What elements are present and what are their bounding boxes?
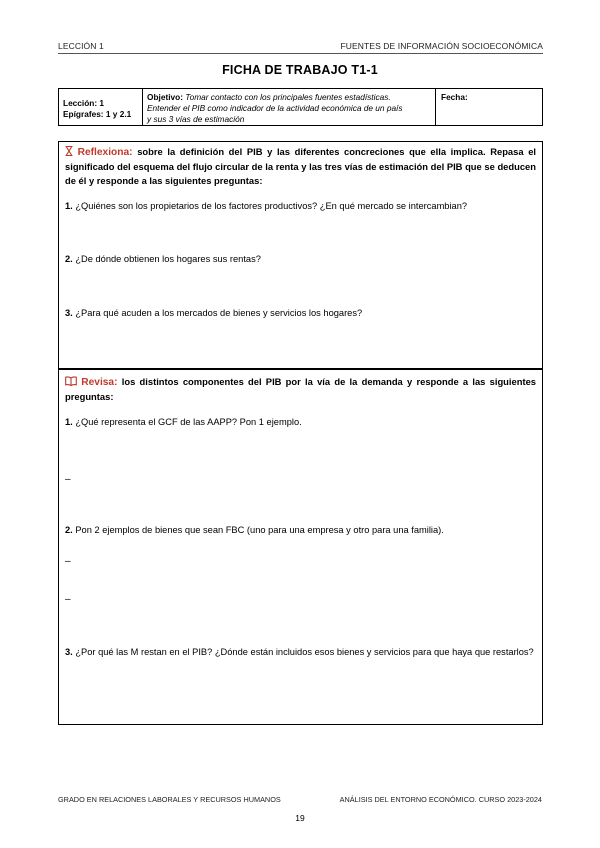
page-number: 19 bbox=[295, 813, 305, 823]
reflexiona-intro bbox=[65, 145, 536, 188]
revisa-instructions: los distintos componentes del PIB por la vía de la demanda y responde a las siguientes preguntas: bbox=[65, 376, 537, 402]
header-lesson: LECCIÓN 1 bbox=[58, 41, 104, 51]
reflexiona-question-2: 2. ¿De dónde obtienen los hogares sus rentas? bbox=[65, 254, 261, 264]
reflexiona-question-1: 1. ¿Quiénes son los propietarios de los factores productivos? ¿En qué mercado se intercambian? bbox=[65, 201, 468, 211]
revisa-question-2: 2. Pon 2 ejemplos de bienes que sean FBC (uno para una empresa y otro para una familia). bbox=[65, 525, 444, 535]
page-title: FICHA DE TRABAJO T1-1 bbox=[222, 63, 378, 77]
lesson-number: Lección: 1 bbox=[63, 98, 105, 108]
reflexiona-box bbox=[58, 141, 543, 369]
hourglass-icon bbox=[65, 146, 73, 156]
revisa-keyword: Revisa: bbox=[81, 377, 118, 388]
objective-line-2: Entender el PIB como indicador de la actividad económica de un país bbox=[147, 103, 403, 113]
info-table bbox=[58, 88, 543, 126]
answer-dash: – bbox=[65, 474, 71, 485]
footer-course: ANÁLISIS DEL ENTORNO ECONÓMICO. CURSO 2023-2024 bbox=[339, 795, 542, 804]
date-cell bbox=[436, 89, 542, 125]
book-icon bbox=[65, 376, 77, 386]
revisa-intro bbox=[65, 375, 536, 404]
answer-dash: – bbox=[65, 556, 71, 567]
reflexiona-keyword: Reflexiona: bbox=[77, 147, 133, 158]
objective-label: Objetivo: bbox=[147, 92, 183, 102]
header-section-title: FUENTES DE INFORMACIÓN SOCIOECONÓMICA bbox=[340, 41, 543, 51]
objective-line-3: y sus 3 vías de estimación bbox=[147, 114, 245, 124]
header-divider bbox=[58, 53, 543, 54]
lesson-cell bbox=[59, 89, 143, 125]
revisa-box bbox=[58, 369, 543, 725]
answer-dash: – bbox=[65, 594, 71, 605]
epigraphs: Epígrafes: 1 y 2.1 bbox=[63, 109, 132, 119]
objective-line-1: Tomar contacto con los principales fuentes estadísticas. bbox=[185, 92, 391, 102]
objective-cell bbox=[143, 89, 436, 125]
reflexiona-question-3: 3. ¿Para qué acuden a los mercados de bienes y servicios los hogares? bbox=[65, 308, 363, 318]
footer-degree: GRADO EN RELACIONES LABORALES Y RECURSOS HUMANOS bbox=[58, 795, 281, 804]
revisa-question-3: 3. ¿Por qué las M restan en el PIB? ¿Dónde están incluidos esos bienes y servicios para que haya que restarlos? bbox=[65, 647, 534, 657]
revisa-question-1: 1. ¿Qué representa el GCF de las AAPP? Pon 1 ejemplo. bbox=[65, 417, 302, 427]
date-label: Fecha: bbox=[441, 92, 468, 102]
reflexiona-instructions: sobre la definición del PIB y las diferentes concreciones que ella implica. Repasa el significado del esquema del flujo circular de la renta y las tres vías de estimación del PIB que se deducen de él y responde a las siguientes preguntas: bbox=[65, 146, 537, 186]
